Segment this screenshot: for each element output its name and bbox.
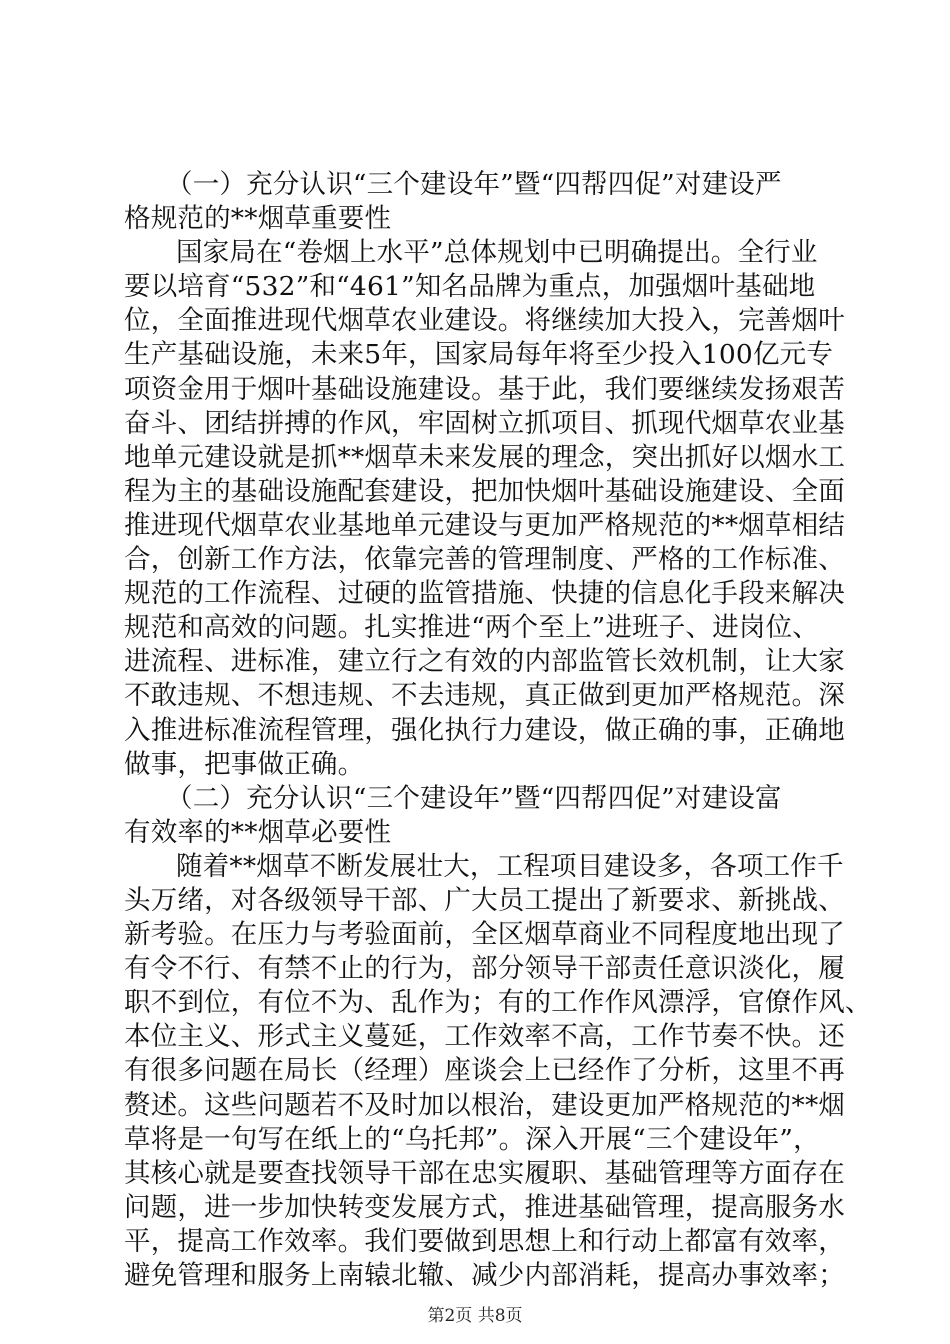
paragraph-line: 国家局在“卷烟上水平”总体规划中已明确提出。全行业 bbox=[176, 237, 818, 269]
paragraph-line: 职不到位，有位不为、乱作为；有的工作作风漂浮，官僚作风、 bbox=[124, 987, 872, 1019]
paragraph-line: 规范和高效的问题。扎实推进“两个至上”进班子、进岗位、 bbox=[124, 612, 819, 644]
paragraph-line: 头万绪，对各级领导干部、广大员工提出了新要求、新挑战、 bbox=[124, 884, 845, 916]
paragraph-line: 本位主义、形式主义蔓延，工作效率不高，工作节奏不快。还 bbox=[124, 1021, 845, 1053]
paragraph-line: 有令不行、有禁不止的行为，部分领导干部责任意识淡化，履 bbox=[124, 953, 845, 985]
section-heading-2-line-1: （二）充分认识“三个建设年”暨“四帮四促”对建设富 bbox=[166, 782, 782, 814]
paragraph-line: 问题，进一步加快转变发展方式，推进基础管理，提高服务水 bbox=[124, 1191, 845, 1223]
paragraph-line: 随着**烟草不断发展壮大，工程项目建设多，各项工作千 bbox=[176, 850, 844, 882]
paragraph-line: 平，提高工作效率。我们要做到思想上和行动上都富有效率， bbox=[124, 1225, 845, 1257]
paragraph-line: 入推进标准流程管理，强化执行力建设，做正确的事，正确地 bbox=[124, 714, 845, 746]
section-heading-1-line-2: 格规范的**烟草重要性 bbox=[124, 203, 392, 235]
section-heading-2-line-2: 有效率的**烟草必要性 bbox=[124, 816, 392, 848]
section-heading-1-line-1: （一）充分认识“三个建设年”暨“四帮四促”对建设严 bbox=[166, 169, 782, 200]
paragraph-line: 有很多问题在局长（经理）座谈会上已经作了分析，这里不再 bbox=[124, 1055, 845, 1087]
paragraph-line: 奋斗、团结拼搏的作风，牢固树立抓项目、抓现代烟草农业基 bbox=[124, 407, 845, 439]
paragraph-line: 赘述。这些问题若不及时加以根治，建设更加严格规范的**烟 bbox=[124, 1089, 846, 1121]
paragraph-line: 做事，把事做正确。 bbox=[124, 748, 365, 780]
paragraph-line: 进流程、进标准，建立行之有效的内部监管长效机制，让大家 bbox=[124, 646, 845, 678]
paragraph-line: 避免管理和服务上南辕北辙、减少内部消耗，提高办事效率； bbox=[124, 1260, 845, 1291]
paragraph-line: 推进现代烟草农业基地单元建设与更加严格规范的**烟草相结 bbox=[124, 509, 846, 541]
paragraph-line: 规范的工作流程、过硬的监管措施、快捷的信息化手段来解决 bbox=[124, 578, 845, 610]
paragraph-line: 不敢违规、不想违规、不去违规，真正做到更加严格规范。深 bbox=[124, 680, 845, 712]
paragraph-line: 项资金用于烟叶基础设施建设。基于此，我们要继续发扬艰苦 bbox=[124, 373, 845, 405]
page-number-footer: 第2页 共8页 bbox=[427, 1306, 523, 1326]
paragraph-line: 其核心就是要查找领导干部在忠实履职、基础管理等方面存在 bbox=[124, 1157, 845, 1189]
paragraph-line: 合，创新工作方法，依靠完善的管理制度、严格的工作标准、 bbox=[124, 544, 845, 576]
paragraph-line: 草将是一句写在纸上的“乌托邦”。深入开展“三个建设年”， bbox=[124, 1123, 820, 1155]
paragraph-line: 位，全面推进现代烟草农业建设。将继续加大投入，完善烟叶 bbox=[124, 305, 845, 337]
paragraph-line: 要以培育“532”和“461”知名品牌为重点，加强烟叶基础地 bbox=[124, 271, 816, 303]
paragraph-line: 新考验。在压力与考验面前，全区烟草商业不同程度地出现了 bbox=[124, 919, 845, 951]
paragraph-line: 地单元建设就是抓**烟草未来发展的理念，突出抓好以烟水工 bbox=[124, 441, 846, 473]
document-body bbox=[124, 168, 872, 1293]
paragraph-line: 生产基础设施，未来5年，国家局每年将至少投入100亿元专 bbox=[124, 339, 834, 371]
paragraph-line: 程为主的基础设施配套建设，把加快烟叶基础设施建设、全面 bbox=[124, 475, 845, 507]
